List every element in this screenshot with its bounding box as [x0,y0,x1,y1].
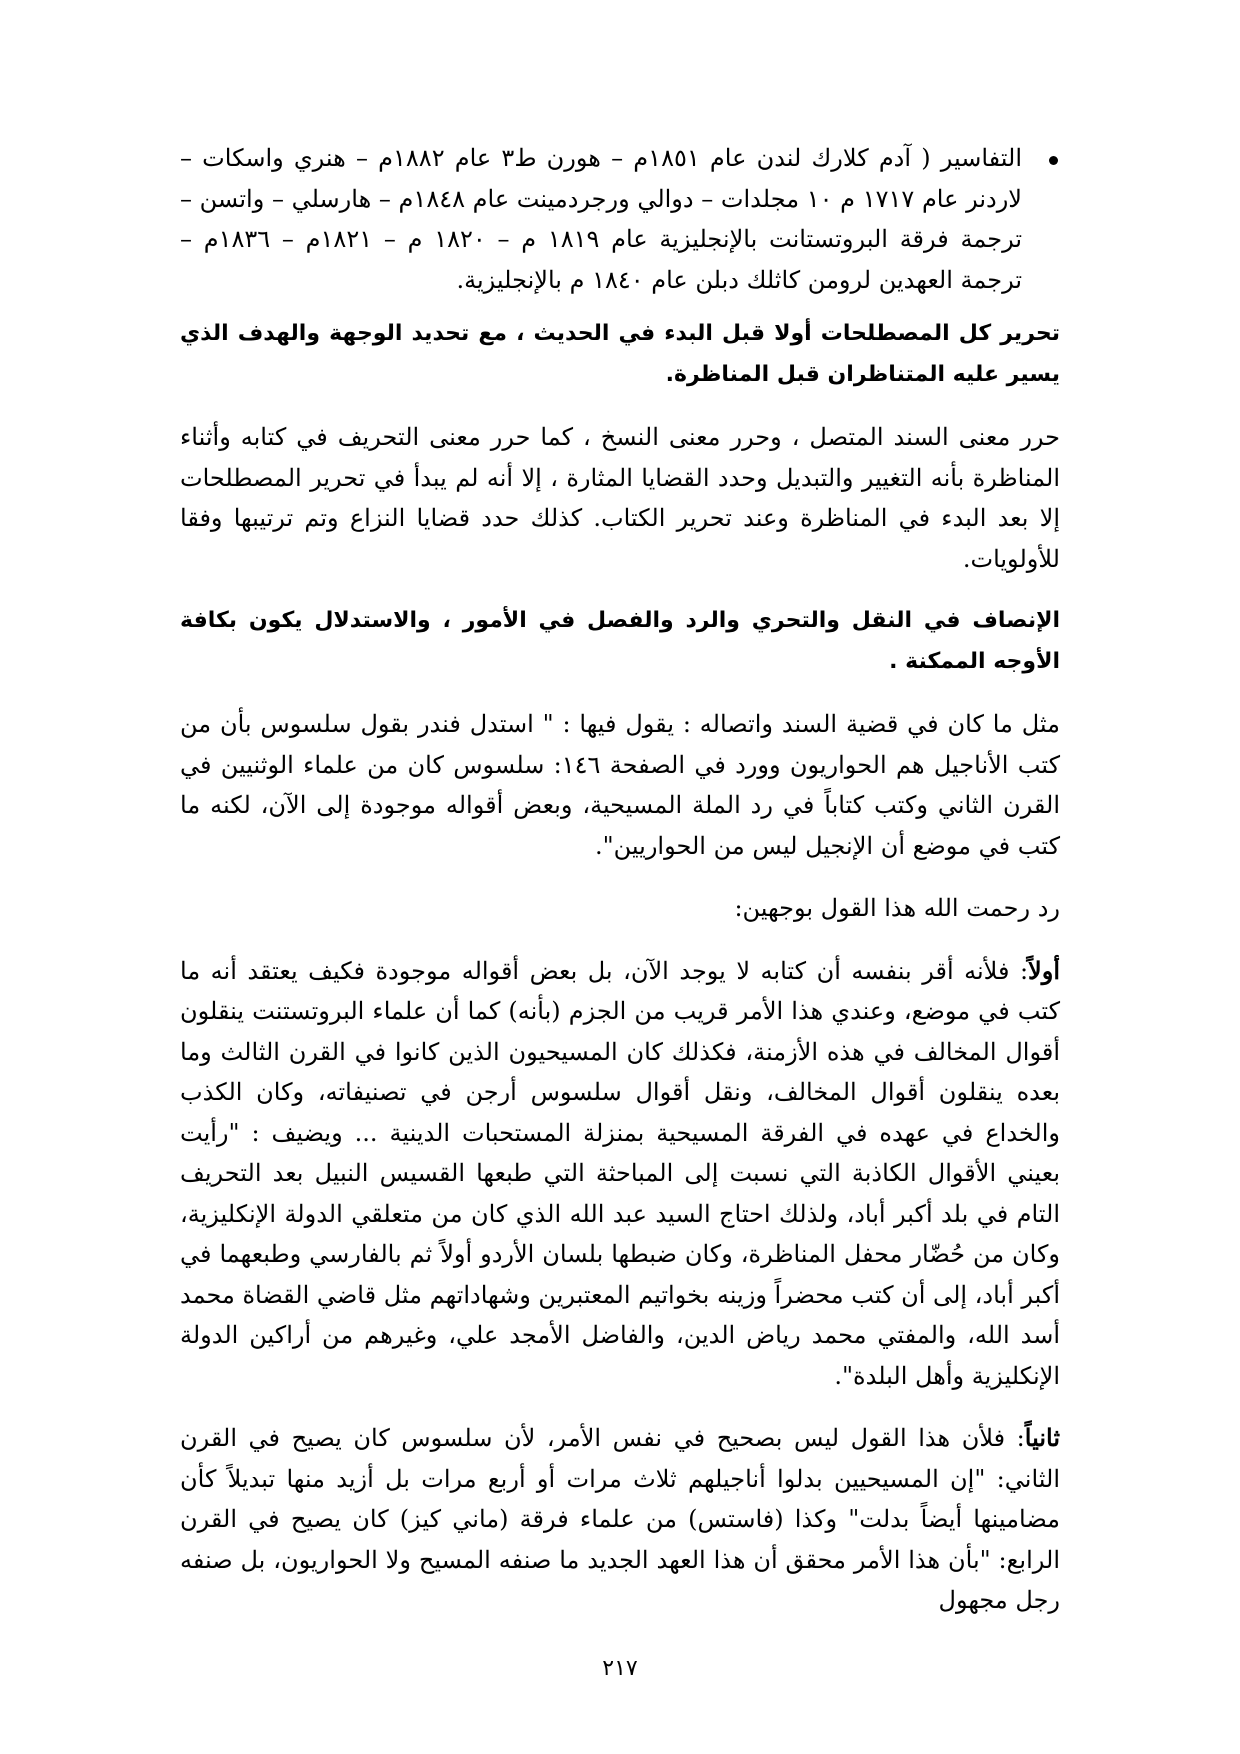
second-point-text: : فلأن هذا القول ليس بصحيح في نفس الأمر، لأن سلسوس كان يصيح في القرن الثاني: "إن المسيحيين بدلوا أناجيلهم ثلاث مرات أو أربع مرات بل أزيد منها تبديلاً كأن مضامينها أيضاً بدلت" وكذا (فاستس) من علماء فرقة (ماني كيز) كان يصيح في القرن الرابع: "بأن هذا الأمر محقق أن هذا العهد الجديد ما صنفه المسيح ولا الحواريون، بل صنفه رجل مجهول [180,1424,1060,1614]
paragraph-first-point [180,951,1060,1397]
first-point-text: : فلأنه أقر بنفسه أن كتابه لا يوجد الآن، بل بعض أقواله موجودة فكيف يعتقد أنه ما كتب في موضع، وعندي هذا الأمر قريب من الجزم (بأنه) كما أن علماء البروتستنت ينقلون أقوال المخالف في هذه الأزمنة، فكذلك كان المسيحيون الذين كانوا في القرن الثالث وما بعده ينقلون أقوال المخالف، ونقل أقوال سلسوس أرجن في تصنيفاته، وكان الكذب والخداع في عهده في الفرقة المسيحية بمنزلة المستحبات الدينية ... ويضيف : "رأيت بعيني الأقوال الكاذبة التي نسبت إلى المباحثة التي طبعها القسيس النبيل بعد التحريف التام في بلد أكبر أباد، ولذلك احتاج السيد عبد الله الذي كان من متعلقي الدولة الإنكليزية، وكان من حُضّار محفل المناظرة، وكان ضبطها بلسان الأردو أولاً ثم بالفارسي وطبعهما في أكبر أباد، إلى أن كتب محضراً وزينه بخواتيم المعتبرين وشهاداتهم مثل قاضي القضاة محمد أسد الله، والمفتي محمد رياض الدين، والفاضل الأمجد علي، وغيرهم من أراكين الدولة الإنكليزية وأهل البلدة". [180,956,1061,1390]
section-heading-fairness: الإنصاف في النقل والتحري والرد والفصل في الأمور ، والاستدلال يكون بكافة الأوجه الممكنة . [180,608,1060,674]
document-page [180,138,1060,1643]
paragraph-terms: حرر معنى السند المتصل ، وحرر معنى النسخ ، كما حرر معنى التحريف في كتابه وأثناء المناظرة بأنه التغيير والتبديل وحدد القضايا المثارة ، إلا أنه لم يبدأ في تحرير المصطلحات إلا بعد البدء في المناظرة وعند تحرير الكتاب. كذلك حدد قضايا النزاع وتم ترتيبها وفقا للأولويات. [180,423,1061,573]
paragraph-example: مثل ما كان في قضية السند واتصاله : يقول فيها : " استدل فندر بقول سلسوس بأن من كتب الأناجيل هم الحواريون وورد في الصفحة ١٤٦: سلسوس كان من علماء الوثنيين في القرن الثاني وكتب كتاباً في رد الملة المسيحية، وبعض أقواله موجودة إلى الآن، لكنه ما كتب في موضع أن الإنجيل ليس من الحواريين". [180,710,1061,860]
paragraph-reply-intro: رد رحمت الله هذا القول بوجهين: [734,894,1060,922]
paragraph-second-point [180,1418,1060,1621]
second-point-label: ثانياً [1024,1423,1060,1452]
page-number: ٢١٧ [602,1656,638,1681]
bullet-list-item [180,138,1060,300]
first-point-label: أولاً [1028,955,1060,985]
section-heading-terms: تحرير كل المصطلحات أولا قبل البدء في الحديث ، مع تحديد الوجهة والهدف الذي يسير عليه المتناظران قبل المناظرة. [180,321,1060,387]
bullet-text: التفاسير ( آدم كلارك لندن عام ١٨٥١م – هورن ط٣ عام ١٨٨٢م – هنري واسكات – لاردنر عام ١٧١٧ م ١٠ مجلدات – دوالي ورجردمينت عام ١٨٤٨م – هارسلي – واتسن – ترجمة فرقة البروتستانت بالإنجليزية عام ١٨١٩ م – ١٨٢٠ م – ١٨٢١م – ١٨٣٦م – ترجمة العهدين لرومن كاثلك دبلن عام ١٨٤٠ م بالإنجليزية. [180,144,1023,294]
bullet-icon [1049,156,1058,165]
